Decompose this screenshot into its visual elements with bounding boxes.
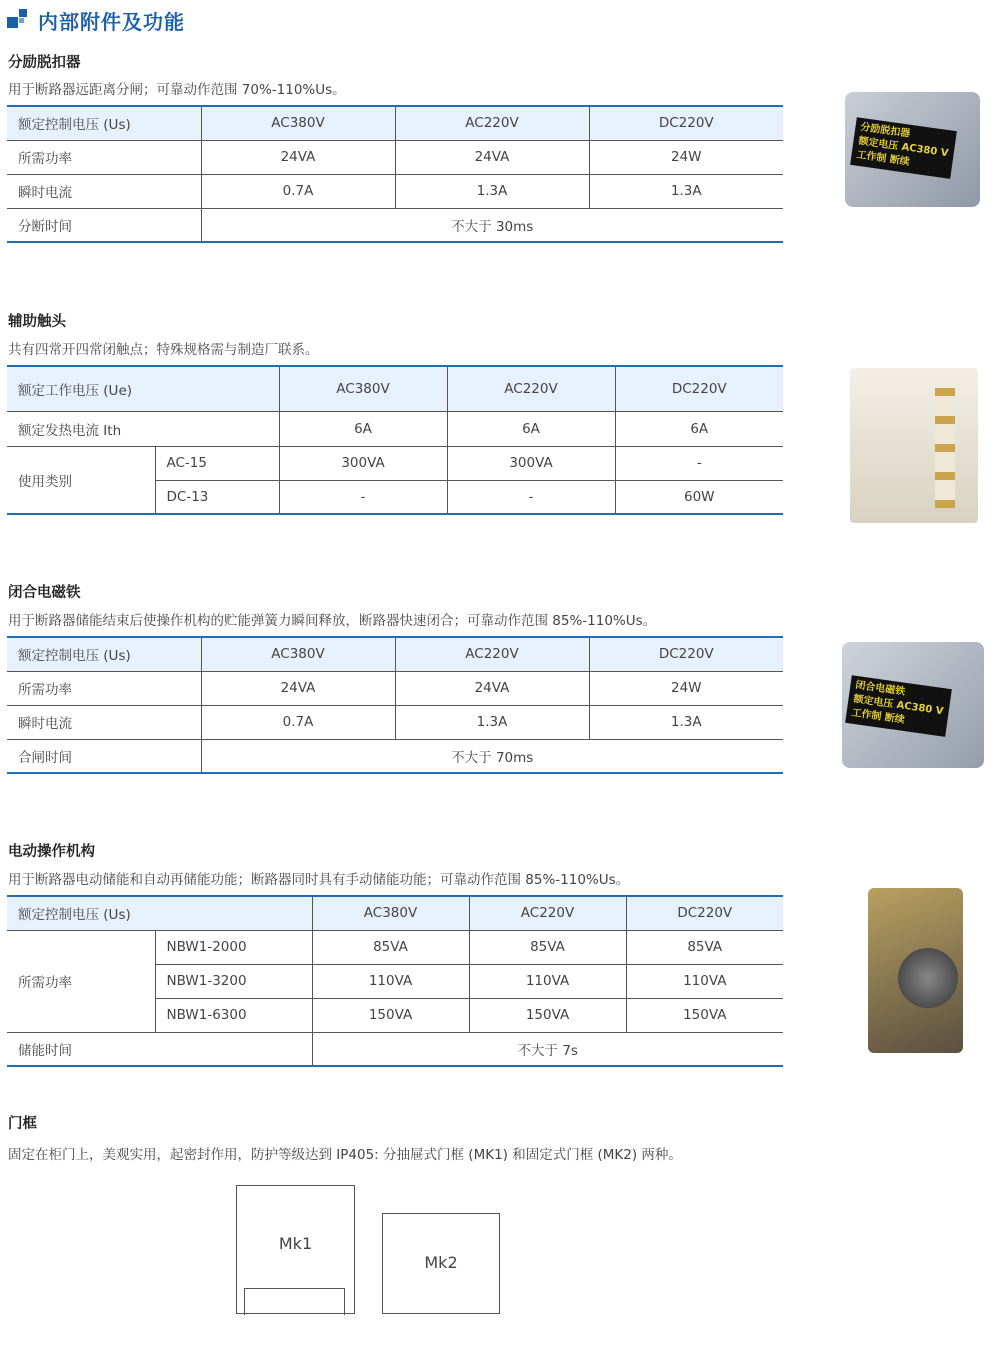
header-cell: AC220V [447, 366, 615, 411]
header-cell: AC380V [312, 896, 469, 930]
photo-label-value: AC380 [900, 141, 938, 158]
cell: 6A [279, 411, 447, 446]
photo-label-rated: 额定电压 [852, 693, 894, 711]
section-desc: 用于断路器远距离分闸；可靠动作范围 70%-110%Us。 [8, 82, 346, 98]
cell: 24W [589, 671, 783, 705]
row-label: 所需功率 [7, 140, 201, 174]
cell: 6A [615, 411, 783, 446]
row-label: 所需功率 [7, 930, 155, 1032]
header-cell: 额定控制电压 (Us) [7, 896, 312, 930]
cell: 6A [447, 411, 615, 446]
header-cell: DC220V [615, 366, 783, 411]
cell: 1.3A [395, 705, 589, 739]
cell: 24W [589, 140, 783, 174]
row-label: 分断时间 [18, 218, 72, 235]
cell: 0.7A [201, 705, 395, 739]
photo-label-name: 分励脱扣器 [859, 121, 911, 140]
header-cell: AC220V [469, 896, 626, 930]
row-label: 储能时间 [18, 1042, 72, 1059]
cell: 150VA [626, 998, 783, 1032]
photo-label-rated: 额定电压 [857, 135, 899, 153]
cell: 1.3A [589, 705, 783, 739]
photo-label-duty: 工作制 [855, 149, 888, 165]
section-title: 闭合电磁铁 [8, 585, 81, 601]
cell: 300VA [447, 446, 615, 480]
header-cell: 额定控制电压 (Us) [7, 637, 201, 671]
model-label: NBW1-3200 [155, 964, 312, 998]
cell: 85VA [469, 930, 626, 964]
model-label: NBW1-2000 [155, 930, 312, 964]
cell: 0.7A [201, 174, 395, 208]
cell: 60W [615, 480, 783, 514]
header-cell: AC220V [395, 106, 589, 140]
mk1-door-frame-diagram [236, 1185, 355, 1314]
section-title: 辅助触头 [8, 314, 66, 330]
section-desc: 固定在柜门上，美观实用，起密封作用，防护等级达到 IP405: 分抽屉式门框 (MK1) 和固定式门框 (MK2) 两种。 [8, 1147, 682, 1163]
cell: 不大于 7s [312, 1032, 783, 1066]
header-cell: 额定工作电压 (Ue) [7, 366, 279, 411]
photo-label-duty: 工作制 [850, 707, 883, 723]
row-label: 使用类别 [7, 446, 155, 514]
mk1-label: Mk1 [278, 1234, 313, 1253]
section-desc: 用于断路器电动储能和自动再储能功能；断路器同时具有手动储能功能；可靠动作范围 85%-110%Us。 [8, 872, 630, 888]
section-title: 分励脱扣器 [8, 55, 81, 71]
cell: 24VA [201, 140, 395, 174]
cell: 1.3A [395, 174, 589, 208]
auxiliary-contact-photo [850, 368, 978, 523]
header-cell: 额定控制电压 (Us) [7, 106, 201, 140]
cell: 不大于 30ms [201, 208, 783, 242]
header-cell: DC220V [626, 896, 783, 930]
shunt-release-photo [845, 92, 980, 207]
header-cell: AC380V [201, 637, 395, 671]
cell: 110VA [626, 964, 783, 998]
cell: 150VA [469, 998, 626, 1032]
mk1-drawer-slot [244, 1288, 345, 1315]
closing-electromagnet-table [7, 636, 783, 774]
cell: 24VA [395, 671, 589, 705]
shunt-release-table [7, 105, 783, 243]
row-label: 额定发热电流 Ith [7, 411, 279, 446]
page-title: 内部附件及功能 [38, 10, 185, 34]
title-logo-icon [7, 9, 27, 29]
auxiliary-contact-table [7, 365, 783, 515]
header-cell: DC220V [589, 106, 783, 140]
section-desc: 共有四常开四常闭触点；特殊规格需与制造厂联系。 [8, 342, 319, 358]
motor-mechanism-table [7, 895, 783, 1067]
photo-label-unit: V [934, 705, 945, 718]
mk2-door-frame-diagram [382, 1213, 500, 1314]
row-label: 瞬时电流 [7, 705, 201, 739]
photo-label-unit: V [939, 147, 950, 160]
photo-label-duty-value: 断续 [883, 712, 906, 726]
photo-label-duty-value: 断续 [888, 154, 911, 168]
header-cell: AC220V [395, 637, 589, 671]
cell: 110VA [312, 964, 469, 998]
motor-mechanism-photo [858, 878, 973, 1058]
closing-electromagnet-photo [842, 642, 984, 768]
section-title: 电动操作机构 [8, 844, 95, 860]
sub-label: AC-15 [155, 446, 279, 480]
photo-label-name: 闭合电磁铁 [854, 679, 906, 698]
row-label: 合闸时间 [18, 749, 72, 766]
section-title: 门框 [8, 1116, 37, 1132]
cell: 1.3A [589, 174, 783, 208]
header-cell: AC380V [279, 366, 447, 411]
model-label: NBW1-6300 [155, 998, 312, 1032]
cell: 24VA [395, 140, 589, 174]
cell: - [447, 480, 615, 514]
cell: - [279, 480, 447, 514]
header-cell: DC220V [589, 637, 783, 671]
photo-label-value: AC380 [895, 699, 933, 716]
section-desc: 用于断路器储能结束后使操作机构的贮能弹簧力瞬间释放，断路器快速闭合；可靠动作范围 85%-110%Us。 [8, 613, 657, 629]
cell: 85VA [626, 930, 783, 964]
cell: - [615, 446, 783, 480]
cell: 85VA [312, 930, 469, 964]
cell: 300VA [279, 446, 447, 480]
cell: 110VA [469, 964, 626, 998]
header-cell: AC380V [201, 106, 395, 140]
row-label: 所需功率 [7, 671, 201, 705]
cell: 150VA [312, 998, 469, 1032]
cell: 24VA [201, 671, 395, 705]
sub-label: DC-13 [155, 480, 279, 514]
mk2-label: Mk2 [424, 1253, 458, 1272]
cell: 不大于 70ms [201, 739, 783, 773]
row-label: 瞬时电流 [7, 174, 201, 208]
